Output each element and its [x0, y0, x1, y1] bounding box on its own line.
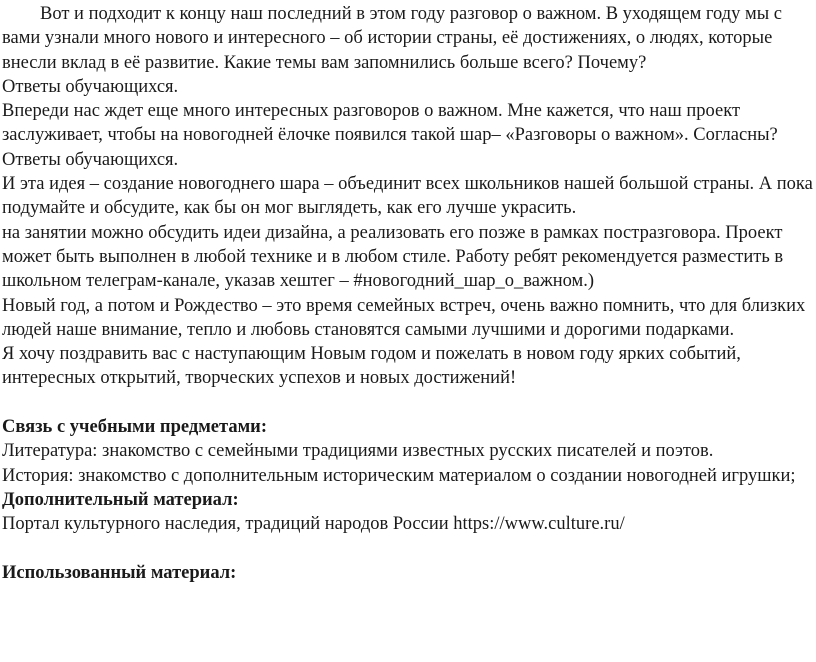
paragraph-answers-2: Ответы обучающихся.: [2, 149, 179, 170]
paragraph-idea: И эта идея – создание новогоднего шара – объединит всех школьников нашей большой страны. А пока подумайте и обсудите, как бы он мог выглядеть, как его лучше украсить.: [2, 174, 813, 219]
paragraph-intro: Вот и подходит к концу наш последний в этом году разговор о важном. В уходящем году мы с вами узнали много нового и интересного – об истории страны, её достижениях, о людях, которые внесли вклад в её развитие. Какие темы вам запомнились больше всего? Почему?: [2, 4, 783, 73]
blank-line: [2, 391, 816, 415]
document-page: [2, 2, 816, 585]
additional-heading: Дополнительный материал:: [2, 489, 239, 510]
blank-line: [2, 537, 816, 561]
additional-text: Портал культурного наследия, традиций народов России https://www.culture.ru/: [2, 514, 625, 535]
subjects-heading: Связь с учебными предметами:: [2, 417, 267, 438]
paragraph-design: на занятии можно обсудить идеи дизайна, а реализовать его позже в рамках постразговора. Проект может быть выполнен в любой технике и в любом стиле. Работу ребят рекомендуется разместить в школьном телеграм-канале, указав хештег – #новогодний_шар_о_важном.): [2, 222, 784, 292]
paragraph-project: Впереди нас ждет еще много интересных разговоров о важном. Мне кажется, что наш проект заслуживает, чтобы на новогодней ёлочке появился такой шар– «Разговоры о важном». Согласны?: [2, 101, 778, 146]
paragraph-answers-1: Ответы обучающихся.: [2, 76, 179, 97]
paragraph-greeting: Я хочу поздравить вас с наступающим Новым годом и пожелать в новом году ярких событий, интересных открытий, творческих успехов и новых достижений!: [2, 344, 741, 389]
paragraph-new-year: Новый год, а потом и Рождество – это время семейных встреч, очень важно помнить, что для близких людей наше внимание, тепло и любовь становятся самыми лучшими и дорогими подарками.: [2, 295, 806, 340]
subject-history: История: знакомство с дополнительным историческим материалом о создании новогодней игрушки;: [2, 465, 796, 486]
subject-literature: Литература: знакомство с семейными традициями известных русских писателей и поэтов.: [2, 441, 714, 462]
used-material-heading: Использованный материал:: [2, 562, 237, 583]
